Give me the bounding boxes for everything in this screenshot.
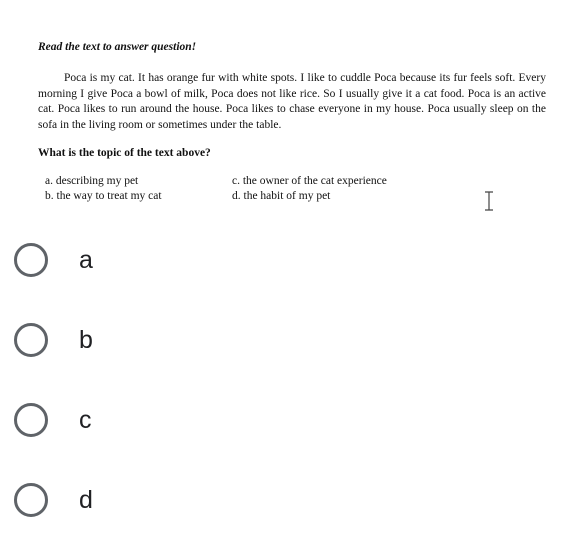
radio-button-d[interactable] — [14, 483, 48, 517]
option-d-label: d — [79, 485, 93, 514]
option-c-label: c — [79, 405, 92, 434]
instruction-text: Read the text to answer question! — [38, 41, 197, 53]
option-d[interactable] — [14, 478, 214, 522]
choice-d-text: d. the habit of my pet — [232, 190, 331, 202]
question-image — [0, 0, 584, 222]
text-cursor-icon — [483, 191, 495, 211]
choice-b-text: b. the way to treat my cat — [45, 190, 162, 202]
radio-button-b[interactable] — [14, 323, 48, 357]
option-c[interactable] — [14, 398, 214, 442]
option-b-label: b — [79, 325, 93, 354]
option-a-label: a — [79, 245, 93, 274]
option-a[interactable] — [14, 238, 214, 282]
radio-button-c[interactable] — [14, 403, 48, 437]
question-prompt: What is the topic of the text above? — [38, 147, 211, 159]
choice-c-text: c. the owner of the cat experience — [232, 175, 387, 187]
choice-a-text: a. describing my pet — [45, 175, 139, 187]
option-b[interactable] — [14, 318, 214, 362]
radio-button-a[interactable] — [14, 243, 48, 277]
passage-text: Poca is my cat. It has orange fur with white spots. I like to cuddle Poca because its fur feels soft. Every morning I give Poca a bowl of milk, Poca does not like rice. So I usually give it a cat food. Poca is an active cat. Poca likes to run around the house. Poca likes to chase everyone in my house. Poca usually sleep on the sofa in the living room or sometimes under the table. — [38, 72, 546, 131]
